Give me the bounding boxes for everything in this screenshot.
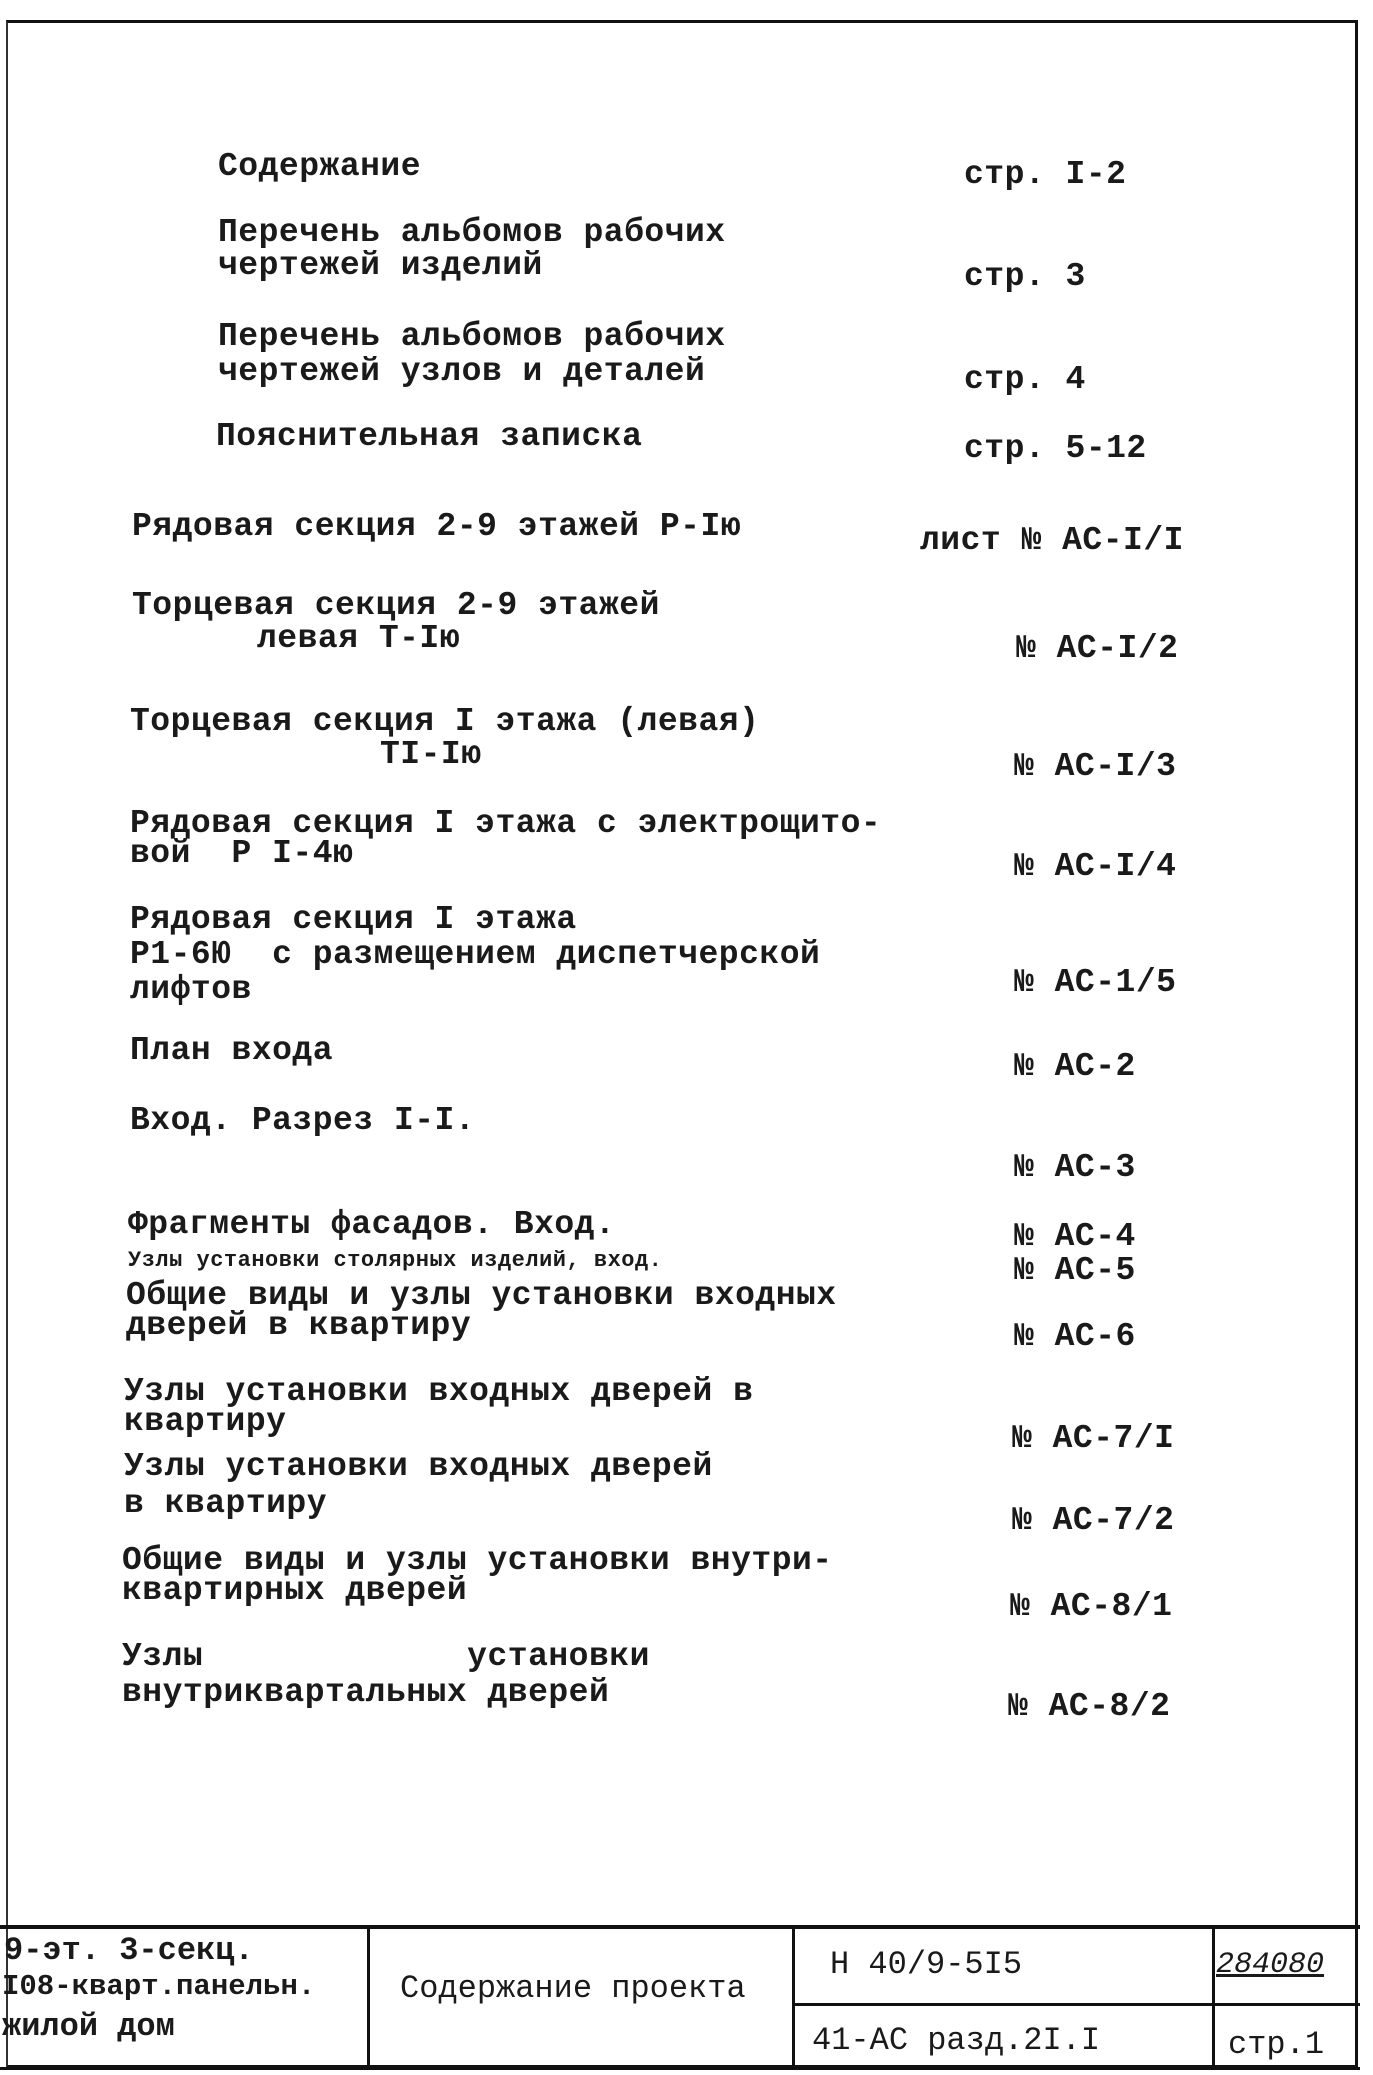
entry-title-line: Рядовая секция I этажа (130, 901, 577, 938)
entry-sheet-ref: № АС-I/2 (1016, 630, 1179, 667)
entry-title-line: квартиру (124, 1403, 287, 1440)
entry-title-line: TI-Iю (380, 736, 482, 773)
entry-sheet-ref: № АС-I/3 (1014, 748, 1177, 785)
entry-sheet-ref: № АС-2 (1014, 1048, 1136, 1085)
entry-sheet-ref: № АС-8/1 (1010, 1588, 1173, 1625)
entry-sheet-ref: № АС-8/2 (1008, 1688, 1171, 1725)
entry-title-line: План входа (130, 1032, 334, 1069)
entry-title-line: Узлы установки (122, 1638, 650, 1675)
object-line-2: I08-кварт.панельн. (2, 1970, 316, 2003)
entry-title-line: чертежей изделий (218, 247, 543, 284)
divider (792, 2003, 1360, 2006)
entry-title-line: внутриквартальных дверей (122, 1674, 610, 1711)
entry-title-line: Вход. Разрез I-I. (130, 1102, 476, 1139)
entry-title-line: Содержание (218, 148, 422, 185)
entry-title-line: Р1-6Ю с размещением диспетчерской (130, 936, 821, 973)
divider (792, 1929, 795, 2067)
entry-title-line: дверей в квартиру (126, 1307, 472, 1344)
section-code: 41-АС разд.2I.I (812, 2022, 1101, 2059)
entry-title-line: Фрагменты фасадов. Вход. (128, 1206, 616, 1243)
entry-sheet-ref: № АС-7/I (1012, 1420, 1175, 1457)
entry-sheet-ref: № АС-1/5 (1014, 964, 1177, 1001)
entry-title-line: Узлы установки столярных изделий, вход. (128, 1248, 663, 1273)
entry-title-line: в квартиру (124, 1485, 328, 1522)
divider (1212, 1929, 1215, 2067)
entry-title-line: квартирных дверей (122, 1572, 468, 1609)
entry-sheet-ref: лист № АС-I/I (920, 522, 1184, 559)
entry-title-line: Торцевая секция 2-9 этажей (132, 587, 660, 624)
entry-title-line: чертежей узлов и деталей (218, 353, 706, 390)
page-number: стр.1 (1228, 2026, 1325, 2063)
entry-title-line: лифтов (130, 971, 252, 1008)
entry-title-line: Узлы установки входных дверей в (124, 1373, 754, 1410)
entry-sheet-ref: № АС-7/2 (1012, 1502, 1175, 1539)
entry-title-line: Перечень альбомов рабочих (218, 214, 726, 251)
entry-title-line: Рядовая секция 2-9 этажей Р-Iю (132, 508, 742, 545)
object-line-3: жилой дом (2, 2008, 175, 2045)
entry-sheet-ref: № АС-I/4 (1014, 848, 1177, 885)
project-code: Н 40/9-5I5 (830, 1946, 1023, 1983)
entry-sheet-ref: № АС-3 (1014, 1149, 1136, 1186)
entry-title-line: Общие виды и узлы установки входных (126, 1277, 837, 1314)
entry-title-line: Узлы установки входных дверей (124, 1448, 713, 1485)
title-block (0, 1925, 1360, 2070)
inventory-number: 284080 (1216, 1948, 1325, 1982)
entry-sheet-ref: стр. 4 (964, 361, 1086, 398)
entry-title-line: Рядовая секция I этажа с электрощито- (130, 805, 882, 842)
sheet-title: Содержание проекта (400, 1970, 746, 2007)
entry-title-line: вой Р I-4ю (130, 835, 354, 872)
entry-title-line: Общие виды и узлы установки внутри- (122, 1542, 833, 1579)
entry-sheet-ref: № АС-6 (1014, 1318, 1136, 1355)
divider (367, 1929, 370, 2067)
entry-title-line: Торцевая секция I этажа (левая) (130, 703, 760, 740)
object-line-1: 9-эт. 3-секц. (4, 1932, 254, 1969)
entry-sheet-ref: № АС-5 (1014, 1252, 1136, 1289)
entry-sheet-ref: стр. 5-12 (964, 430, 1147, 467)
entry-title-line: Пояснительная записка (216, 418, 643, 455)
entry-title-line: Перечень альбомов рабочих (218, 318, 726, 355)
entry-title-line: левая Т-Iю (257, 620, 461, 657)
entry-sheet-ref: № АС-4 (1014, 1218, 1136, 1255)
entry-sheet-ref: стр. I-2 (964, 156, 1127, 193)
entry-sheet-ref: стр. 3 (964, 258, 1086, 295)
